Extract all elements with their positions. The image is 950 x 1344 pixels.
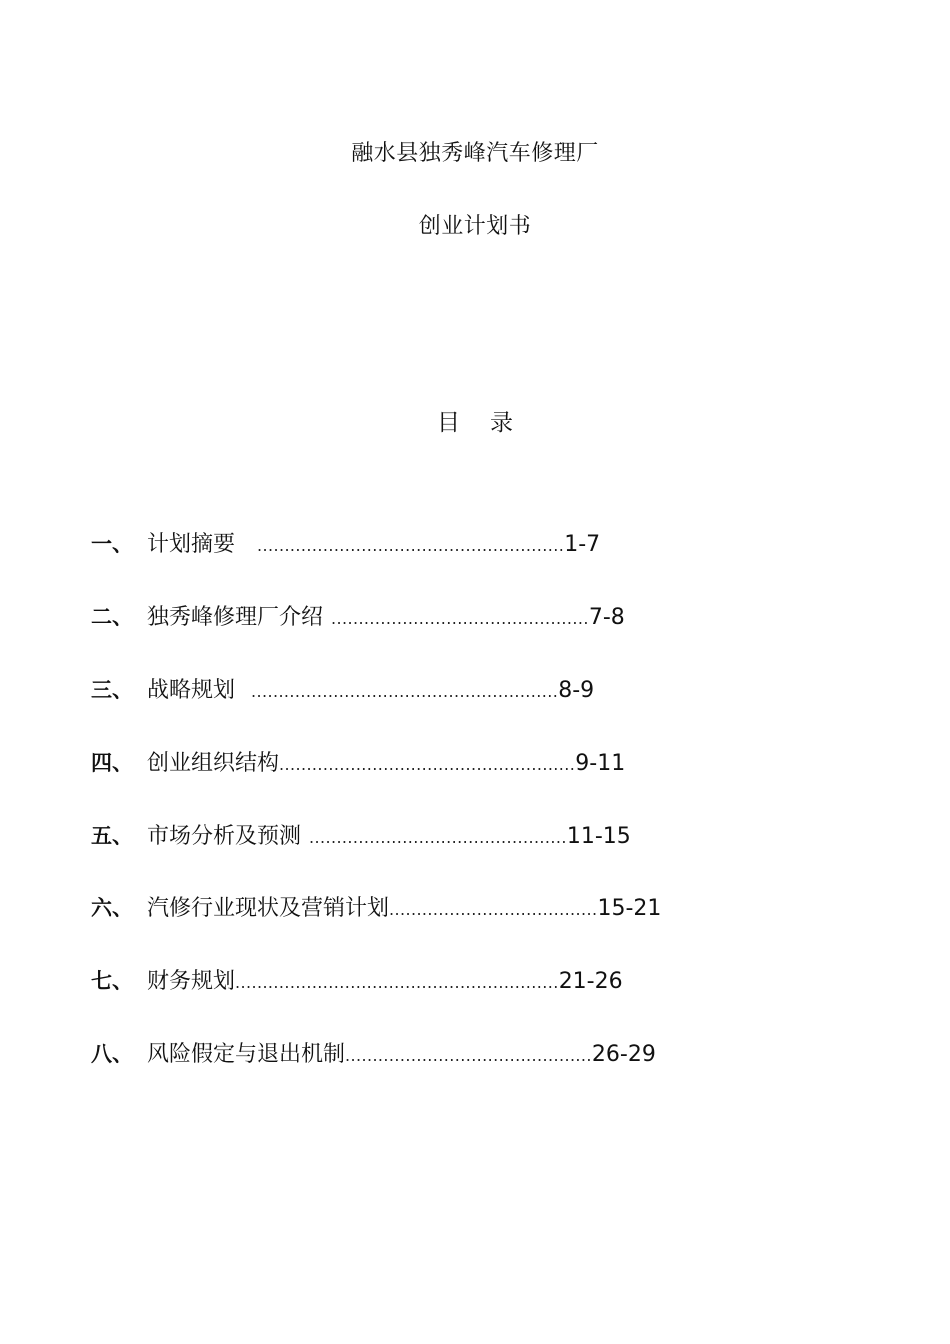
toc-entry [91, 891, 661, 921]
toc-entry [91, 527, 600, 557]
toc-entry-label: 风险假定与退出机制 [147, 1042, 346, 1067]
toc-entry [91, 1037, 656, 1067]
toc-entry-label: 战略规划 [147, 678, 236, 703]
toc-entry-label: 计划摘要 [147, 532, 236, 557]
toc-heading-right: 录 [490, 410, 513, 436]
toc-entry-pages: 26-29 [591, 1042, 656, 1067]
toc-entry-leader: ........................................................ [257, 536, 565, 555]
toc-entry [91, 600, 625, 630]
toc-entry-leader: ...................................... [389, 900, 598, 919]
toc-entry-number: 三、 [91, 678, 133, 702]
toc-entry-number: 六、 [91, 896, 133, 920]
toc-entry-leader: ........................................................... [235, 973, 559, 992]
toc-entry-pages: 7-8 [588, 605, 625, 630]
toc-entry-label: 市场分析及预测 [147, 824, 302, 849]
toc-entry-leader: ........................................................ [251, 682, 559, 701]
document-subtitle: 创业计划书 [418, 214, 532, 239]
toc-entry-leader: ...................................................... [279, 755, 576, 774]
toc-entry-label: 财务规划 [147, 969, 236, 994]
toc-entry-number: 二、 [91, 605, 133, 629]
toc-entry [91, 964, 623, 994]
toc-entry-leader: ............................................... [331, 609, 589, 628]
toc-entry-pages: 11-15 [566, 824, 631, 849]
toc-entry-pages: 1-7 [564, 532, 601, 557]
toc-entry-number: 一、 [91, 532, 133, 556]
toc-entry-pages: 21-26 [558, 969, 623, 994]
toc-heading-left: 目 [437, 410, 460, 436]
toc-entry-number: 四、 [91, 751, 133, 775]
document-title: 融水县独秀峰汽车修理厂 [351, 141, 599, 166]
toc-entry [91, 819, 631, 849]
toc-entry-number: 五、 [91, 824, 133, 848]
toc-entry-number: 七、 [91, 969, 133, 993]
toc-entry-number: 八、 [91, 1042, 133, 1066]
toc-entry-label: 创业组织结构 [147, 751, 280, 776]
toc-entry [91, 746, 625, 776]
toc-entry-label: 独秀峰修理厂介绍 [147, 605, 324, 630]
toc-entry-leader: ............................................... [309, 828, 567, 847]
toc-heading [0, 404, 950, 437]
toc-entry-label: 汽修行业现状及营销计划 [147, 896, 390, 921]
toc-entry-pages: 9-11 [575, 751, 626, 776]
toc-entry-leader: ............................................. [345, 1046, 592, 1065]
toc-entry-pages: 15-21 [597, 896, 662, 921]
toc-entry-pages: 8-9 [558, 678, 595, 703]
toc-entry [91, 673, 594, 703]
